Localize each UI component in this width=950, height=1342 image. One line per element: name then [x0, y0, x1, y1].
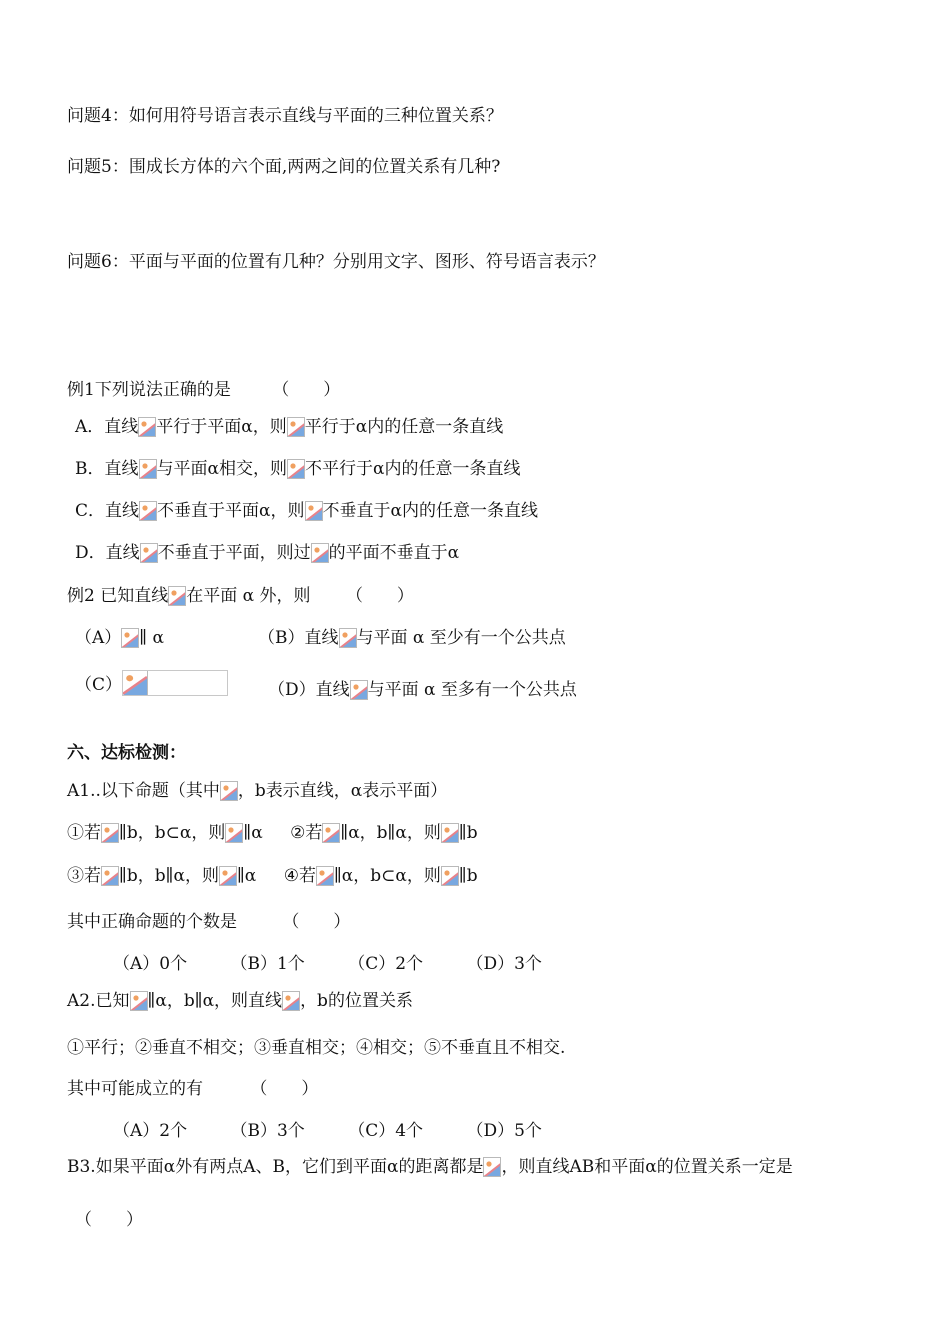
a1-p4-pre: ④若	[283, 866, 316, 886]
example-2-paren: （ ）	[345, 586, 414, 606]
section-6-heading: 六、达标检测：	[67, 743, 186, 763]
a2-choice-a: （A）2个	[113, 1121, 188, 1141]
option-a-part2: 平行于平面α，则	[156, 417, 287, 437]
a1-p2-post: ∥b	[458, 823, 478, 843]
option-d-part1: D．直线	[75, 543, 140, 563]
a1-p2-mid: ∥α，b∥α，则	[340, 823, 441, 843]
a2-stem-pre: A2.已知	[67, 991, 130, 1011]
image-placeholder-icon	[138, 417, 156, 437]
image-placeholder-icon	[282, 991, 300, 1011]
image-placeholder-icon	[441, 866, 459, 886]
a2-choices	[113, 1119, 542, 1143]
example-1-option-c	[75, 499, 538, 523]
image-placeholder-icon	[225, 823, 243, 843]
a1-count-text: 其中正确命题的个数是	[67, 912, 237, 932]
ex2-d-pre: （D）直线	[268, 680, 350, 700]
question-4: 问题4：如何用符号语言表示直线与平面的三种位置关系？	[67, 106, 503, 126]
option-b-part3: 不平行于α内的任意一条直线	[304, 459, 521, 479]
b3-stem	[67, 1155, 793, 1179]
example-2-option-c	[75, 670, 228, 697]
a1-choice-c: （C）2个	[348, 954, 424, 974]
a1-choice-b: （B）1个	[230, 954, 305, 974]
ex2-d-post: 与平面 α 至多有一个公共点	[367, 680, 577, 700]
option-b-part2: 与平面α相交，则	[156, 459, 287, 479]
image-placeholder-icon	[287, 459, 305, 479]
image-placeholder-icon	[483, 1157, 501, 1177]
a1-count-paren: （ ）	[282, 912, 351, 932]
example-1-stem	[67, 378, 340, 402]
example-1-paren: （ ）	[272, 380, 341, 400]
example-1-option-a	[75, 415, 503, 439]
a2-choice-c: （C）4个	[348, 1121, 424, 1141]
a1-stem-post: ，b表示直线，α表示平面）	[237, 781, 448, 801]
option-b-part1: B．直线	[75, 459, 139, 479]
image-placeholder-icon	[322, 823, 340, 843]
a1-p3-pre: ③若	[67, 866, 101, 886]
b3-stem-pre: B3.如果平面α外有两点A、B，它们到平面α的距离都是	[67, 1157, 484, 1177]
example-2-option-b	[258, 626, 566, 650]
a1-p1-pre: ①若	[67, 823, 101, 843]
ex2-c-pre: （C）	[75, 675, 123, 695]
a1-choice-a: （A）0个	[113, 954, 188, 974]
a2-stem-post: ，b的位置关系	[300, 991, 413, 1011]
a1-p3-mid: ∥b，b∥α，则	[119, 866, 219, 886]
ex2-b-post: 与平面 α 至少有一个公共点	[356, 628, 566, 648]
image-placeholder-icon	[316, 866, 334, 886]
image-placeholder-wide	[122, 670, 228, 696]
b3-paren: （ ）	[75, 1210, 143, 1230]
image-placeholder-icon	[219, 866, 237, 886]
a2-options: ①平行；②垂直不相交；③垂直相交；④相交；⑤不垂直且不相交.	[67, 1038, 566, 1058]
a2-choice-b: （B）3个	[230, 1121, 305, 1141]
a2-stem-mid: ∥α，b∥α，则直线	[147, 991, 283, 1011]
ex2-a-pre: （A）	[75, 628, 122, 648]
image-placeholder-icon	[121, 628, 139, 648]
image-placeholder-icon	[168, 586, 186, 606]
image-placeholder-icon	[220, 781, 238, 801]
a2-choice-d: （D）5个	[466, 1121, 542, 1141]
a1-propositions-1-2	[67, 821, 478, 845]
image-placeholder-icon	[441, 823, 459, 843]
image-placeholder-icon	[287, 417, 305, 437]
image-placeholder-icon	[350, 680, 368, 700]
a1-stem-pre: A1..以下命题（其中	[67, 781, 220, 801]
option-a-part3: 平行于α内的任意一条直线	[304, 417, 504, 437]
example-2-option-a	[75, 626, 164, 650]
example-1-option-b	[75, 457, 520, 481]
option-c-part1: C．直线	[75, 501, 140, 521]
option-c-part3: 不垂直于α内的任意一条直线	[322, 501, 538, 521]
option-c-part2: 不垂直于平面α，则	[157, 501, 305, 521]
option-a-part1: A．直线	[75, 417, 139, 437]
image-placeholder-icon	[130, 991, 148, 1011]
question-5: 问题5：围成长方体的六个面,两两之间的位置关系有几种?	[67, 157, 501, 177]
option-d-part2: 不垂直于平面，则过	[157, 543, 311, 563]
question-6: 问题6：平面与平面的位置有几种？分别用文字、图形、符号语言表示？	[67, 252, 605, 272]
image-placeholder-icon	[139, 459, 157, 479]
example-2-option-d	[268, 678, 577, 702]
a2-possible-question	[67, 1077, 318, 1101]
a1-p1-mid: ∥b，b⊂α，则	[119, 823, 226, 843]
option-d-part3: 的平面不垂直于α	[328, 543, 460, 563]
a1-p3-post: ∥α	[236, 866, 257, 886]
image-placeholder-icon	[305, 501, 323, 521]
example-1-option-d	[75, 541, 459, 565]
a1-p1-post: ∥α	[243, 823, 263, 843]
ex2-a-post: ∥ α	[139, 628, 165, 648]
b3-stem-post: ，则直线AB和平面α的位置关系一定是	[501, 1157, 793, 1177]
a1-p2-pre: ②若	[290, 823, 323, 843]
image-placeholder-icon	[101, 866, 119, 886]
example-2-post: 在平面 α 外，则	[186, 586, 311, 606]
image-placeholder-icon	[140, 543, 158, 563]
example-1-text: 例1下列说法正确的是	[67, 380, 231, 400]
a2-possible-paren: （ ）	[250, 1079, 319, 1099]
image-placeholder-icon	[339, 628, 357, 648]
image-placeholder-icon	[101, 823, 119, 843]
ex2-b-pre: （B）直线	[258, 628, 339, 648]
image-placeholder-icon	[139, 501, 157, 521]
a1-propositions-3-4	[67, 864, 478, 888]
a1-choices	[113, 952, 542, 976]
a2-possible-text: 其中可能成立的有	[67, 1079, 203, 1099]
example-2-stem	[67, 584, 414, 608]
a1-stem	[67, 779, 447, 803]
image-placeholder-icon	[311, 543, 329, 563]
a2-stem	[67, 989, 413, 1013]
example-2-pre: 例2 已知直线	[67, 586, 169, 606]
a1-p4-mid: ∥α，b⊂α，则	[333, 866, 441, 886]
a1-count-question	[67, 910, 350, 934]
a1-choice-d: （D）3个	[466, 954, 542, 974]
a1-p4-post: ∥b	[458, 866, 478, 886]
